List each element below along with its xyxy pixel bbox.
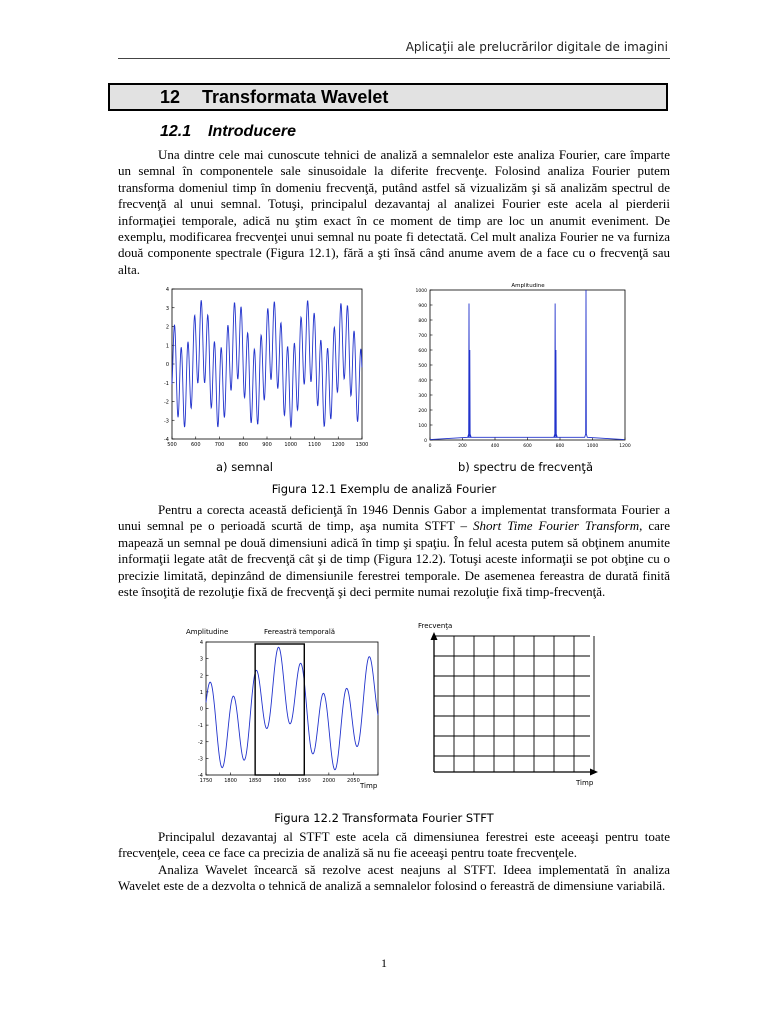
y-tick-label: -3 xyxy=(164,418,169,425)
y-tick-label: 400 xyxy=(418,379,427,384)
y-tick-label: -4 xyxy=(198,773,203,779)
y-tick-label: 0 xyxy=(424,439,427,444)
paragraph-stft-emphasis: Short Time Fourier Transform xyxy=(473,518,640,534)
x-tick-label: 900 xyxy=(262,442,272,448)
figure-2-window-plot xyxy=(180,622,405,792)
y-tick-label: -3 xyxy=(198,756,203,763)
y-tick-label: 2 xyxy=(199,673,203,680)
y-tick-label: 2 xyxy=(165,324,169,331)
x-tick-label: 1200 xyxy=(331,442,345,448)
y-tick-label: 0 xyxy=(165,362,169,368)
y-tick-label: 100 xyxy=(418,424,427,429)
amplitude-label: Amplitudine xyxy=(186,628,229,636)
paragraph-stft-text-a: Pentru a corecta această deficienţă în 1946 Dennis Gabor a implementat transformata Fourier a unui semnal pe o perioadă scurtă de timp, aşa numita STFT – xyxy=(118,502,670,534)
x-tick-label: 1750 xyxy=(199,778,213,784)
window-label: Fereastră temporală xyxy=(264,628,336,636)
time-axis-label: Timp xyxy=(576,779,594,787)
section-title: Introducere xyxy=(208,123,297,140)
paragraph-intro-text: Una dintre cele mai cunoscute tehnici de analiză a semnalelor este analiza Fourier, care împarte un semnal în componentele sale sinusoidale la diferite frecvenţe. Folosind analiza Fourier putem transforma domeniul timp în domeniu frecvenţă, putând astfel să vizualizăm şi să analizăm spectrul de frecvenţă al unui semnal. Totuşi, principalul dezavantaj al analizei Fourier este acela al pierderii informaţiei temporale, adică nu ştim exact în ce moment de timp are loc un anumit eveniment. De exemplu, modificarea frecvenţei unui semnal nu poate fi detectată. Cel mult analiza Fourier ne va furniza două componente spectrale (Figura 12.1), fără a şti însă când anume avem de a face cu o frecvenţă sau alta. xyxy=(118,147,670,277)
figure-1b-subcaption: b) spectru de frecvenţă xyxy=(458,460,593,474)
x-tick-label: 600 xyxy=(523,444,532,449)
y-tick-label: -1 xyxy=(198,723,203,730)
x-tick-label: 2000 xyxy=(322,778,336,784)
y-tick-label: 200 xyxy=(418,409,427,414)
page-number: 1 xyxy=(381,956,387,970)
y-tick-label: 600 xyxy=(418,349,427,354)
x-tick-label: 1300 xyxy=(355,442,369,448)
x-tick-label: 400 xyxy=(490,444,500,449)
figure-1a-subcaption: a) semnal xyxy=(216,460,273,474)
time-axis-label: Timp xyxy=(360,782,378,790)
time-frequency-grid xyxy=(434,636,594,772)
paragraph-stft xyxy=(118,502,670,600)
y-tick-label: 3 xyxy=(199,656,203,663)
y-tick-label: 4 xyxy=(199,640,203,646)
x-tick-label: 1900 xyxy=(273,778,287,784)
y-tick-label: 1 xyxy=(199,689,203,696)
section-heading xyxy=(160,123,296,141)
y-tick-label: 900 xyxy=(418,304,427,309)
y-tick-label: -1 xyxy=(164,380,169,387)
x-tick-label: 200 xyxy=(458,444,467,449)
plot-frame xyxy=(206,642,378,775)
y-tick-label: -4 xyxy=(164,437,169,443)
x-tick-label: 1000 xyxy=(586,444,599,449)
y-tick-label: 800 xyxy=(418,319,427,324)
paragraph-wavelet xyxy=(118,862,670,895)
spectrum-title: Amplitudine xyxy=(511,283,545,289)
x-tick-label: 1200 xyxy=(619,444,631,449)
figure-1a-signal-plot xyxy=(160,283,370,453)
figure-2-caption: Figura 12.2 Transformata Fourier STFT xyxy=(274,811,494,825)
paragraph-disadvantage-text: Principalul dezavantaj al STFT este acela că dimensiunea ferestrei este aceeaşi pentru toate frecvenţele, ceea ce face ca precizia de analiză să nu fie aceeaşi pentru toate frecvenţele. xyxy=(118,829,670,861)
y-tick-label: 700 xyxy=(418,334,427,339)
y-tick-label: 500 xyxy=(418,364,427,369)
frequency-axis-label: Frecvenţa xyxy=(418,622,453,630)
paragraph-disadvantage xyxy=(118,829,670,862)
y-tick-label: 1 xyxy=(165,343,169,350)
y-tick-label: -2 xyxy=(198,739,203,746)
x-tick-label: 500 xyxy=(167,442,177,448)
chapter-heading xyxy=(108,83,668,111)
x-tick-label: 1850 xyxy=(248,778,262,784)
section-number: 12.1 xyxy=(160,123,192,140)
paragraph-wavelet-text: Analiza Wavelet încearcă să rezolve acest neajuns al STFT. Ideea implementată în analiza Wavelet este de a dezvolta o tehnică de analiză a semnalelor folosind o fereastră de dimensiune variabilă. xyxy=(118,862,670,894)
y-tick-label: 300 xyxy=(418,394,427,399)
figure-1-caption: Figura 12.1 Exemplu de analiză Fourier xyxy=(271,482,497,496)
y-tick-label: 4 xyxy=(165,287,169,293)
running-header: Aplicaţii ale prelucrărilor digitale de imagini xyxy=(405,40,668,54)
x-tick-label: 700 xyxy=(214,442,225,448)
x-tick-label: 1800 xyxy=(224,778,237,784)
x-tick-label: 800 xyxy=(555,444,565,449)
x-tick-label: 2050 xyxy=(347,778,360,784)
figure-1b-spectrum-plot xyxy=(410,282,632,454)
y-tick-label: 0 xyxy=(199,706,203,713)
paragraph-intro xyxy=(118,147,670,278)
x-tick-label: 1950 xyxy=(297,778,311,784)
header-rule xyxy=(118,58,670,59)
y-tick-label: -2 xyxy=(164,399,169,406)
y-tick-label: 3 xyxy=(165,305,169,312)
x-tick-label: 800 xyxy=(238,442,249,448)
x-tick-label: 600 xyxy=(190,442,201,448)
figure-2-tiling-grid xyxy=(412,620,612,792)
plot-frame xyxy=(430,290,625,440)
chapter-number: 12 xyxy=(160,87,181,107)
y-tick-label: 1000 xyxy=(415,289,427,294)
x-tick-label: 1100 xyxy=(308,442,321,448)
x-tick-label: 0 xyxy=(428,444,432,449)
x-tick-label: 1000 xyxy=(284,442,298,448)
chapter-title: Transformata Wavelet xyxy=(202,87,389,107)
paragraph-stft-text-b: , care mapează un semnal pe două dimensiuni adică în timp şi spaţiu. În felul acesta putem să obţinem anumite informaţii legate atât de frecvenţă cât şi de timp (Figura 12.2). Totuşi aceste informaţii se pot obţine cu o precizie limitată, depinzând de dimensiunile ferestrei temporale. De asemenea fereastra de durată finită este însoţită de rezoluţie fixă de frecvenţă şi deci permite numai rezoluţie fixă timp-frecvenţă. xyxy=(118,518,670,600)
